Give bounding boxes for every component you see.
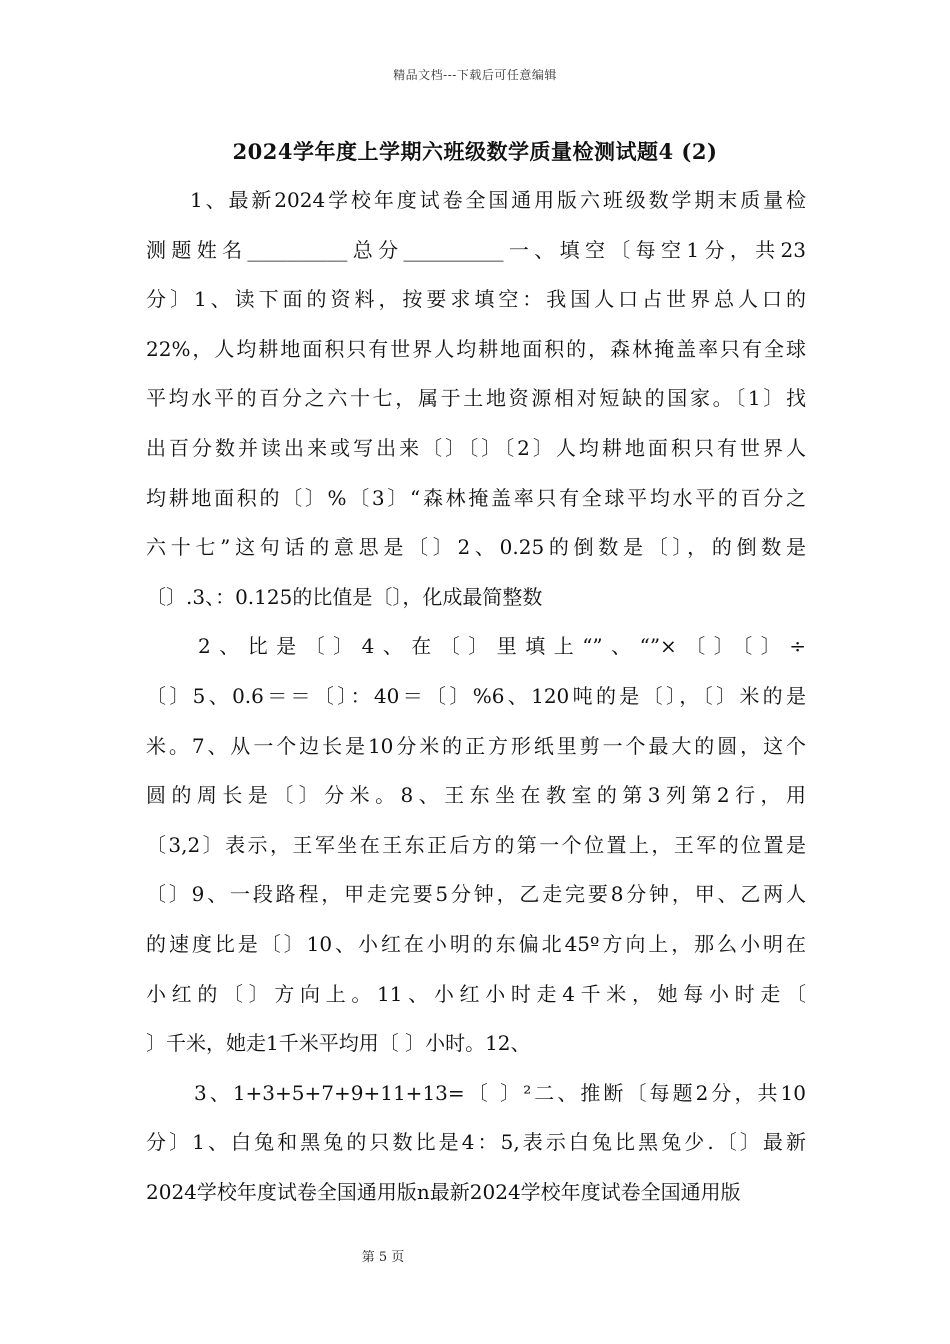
paragraph-1-line-5: 平均水平的百分之六十七，属于土地资源相对短缺的国家。〔1〕找 — [146, 386, 806, 411]
paragraph-3-line-1: 3、1+3+5+7+9+11+13=〔 〕²二、推断〔每题2分，共10 — [194, 1080, 806, 1105]
paragraph-1-line-4: 22%，人均耕地面积只有世界人均耕地面积的，森林掩盖率只有全球 — [146, 336, 806, 361]
paragraph-3-line-3: 2024学校年度试卷全国通用版n最新2024学校年度试卷全国通用版 — [146, 1179, 741, 1204]
paragraph-1-line-9: 〔〕.3、：0.125的比值是〔〕，化成最简整数 — [146, 584, 543, 609]
paragraph-2-line-5: 〔3,2〕表示，王军坐在王东正后方的第一个位置上，王军的位置是 — [146, 832, 806, 857]
document-title: 2024学年度上学期六班级数学质量检测试题4 (2) — [232, 139, 718, 164]
paragraph-3-line-2: 分〕1、白兔和黑兔的只数比是4：5,表示白兔比黑兔少.〔〕最新 — [146, 1130, 806, 1155]
paragraph-2-line-1: 2、比是〔〕4、在〔〕里填上“”、“”×〔〕〔〕÷ — [198, 634, 806, 659]
paragraph-1-line-1: 1、最新2024学校年度试卷全国通用版六班级数学期末质量检 — [190, 188, 806, 212]
paragraph-1-line-7: 均耕地面积的〔〕%〔3〕“森林掩盖率只有全球平均水平的百分之 — [146, 485, 806, 510]
page-number: 第 5 页 — [361, 1250, 405, 1265]
paragraph-1-line-6: 出百分数并读出来或写出来〔〕〔〕〔2〕人均耕地面积只有世界人 — [146, 435, 806, 460]
page-header: 精品文档---下载后可任意编辑 — [393, 68, 557, 82]
paragraph-2-line-4: 圆的周长是〔〕分米。8、王东坐在教室的第3列第2行，用 — [146, 783, 806, 808]
paragraph-1-line-8: 六十七”这句话的意思是〔〕2、0.25的倒数是〔〕，的倒数是 — [146, 535, 806, 560]
paragraph-2-line-9: 〕千米，她走1千米平均用〔 〕小时。12、 — [146, 1031, 531, 1056]
paragraph-2-line-6: 〔〕9、一段路程，甲走完要5分钟，乙走完要8分钟，甲、乙两人 — [146, 882, 806, 907]
paragraph-1-line-2: 测题姓名__________总分__________一、填空〔每空1分，共23 — [146, 237, 806, 262]
paragraph-1-line-3: 分〕1、读下面的资料，按要求填空：我国人口占世界总人口的 — [146, 287, 806, 312]
paragraph-2-line-8: 小红的〔〕方向上。11、小红小时走4千米，她每小时走〔 — [146, 981, 806, 1006]
paragraph-2-line-7: 的速度比是〔〕10、小红在小明的东偏北45º方向上，那么小明在 — [146, 931, 806, 956]
paragraph-2-line-3: 米。7、从一个边长是10分米的正方形纸里剪一个最大的圆，这个 — [146, 733, 806, 758]
document-body — [146, 176, 806, 1217]
paragraph-2-line-2: 〔〕5、0.6＝＝〔〕：40＝〔〕%6、120吨的是〔〕，〔〕米的是 — [146, 683, 806, 708]
